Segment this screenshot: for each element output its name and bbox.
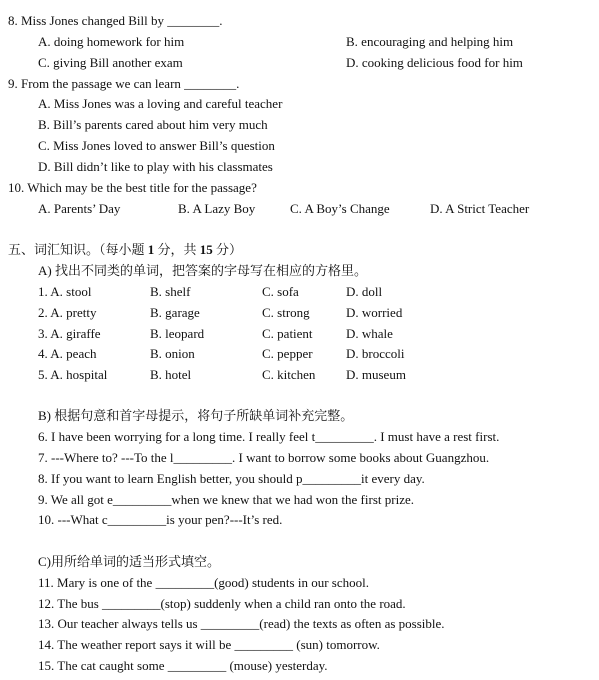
question-9-option-b: B. Bill’s parents cared about him very much [38, 117, 268, 132]
part-c-item-14: 14. The weather report says it will be _________ (sun) tomorrow. [38, 637, 380, 652]
part-a-row-1-option-b: B. shelf [150, 284, 191, 299]
section-5-title-pre: 五、词汇知识。（每小题 [8, 242, 148, 257]
section-5-points-total: 15 [199, 242, 213, 257]
part-c-item-13: 13. Our teacher always tells us _________(read) the texts as often as possible. [38, 616, 445, 631]
part-c-item-11: 11. Mary is one of the _________(good) students in our school. [38, 575, 369, 590]
part-a-row-3-option-d: D. whale [346, 326, 393, 341]
part-a-row-2-option-a: 2. A. pretty [38, 305, 97, 320]
part-a-row-4-option-c: C. pepper [262, 346, 313, 361]
part-a-row-3-option-c: C. patient [262, 326, 313, 341]
question-8-option-b: B. encouraging and helping him [346, 34, 514, 49]
question-10-option-b: B. A Lazy Boy [178, 201, 256, 216]
part-c-item-15: 15. The cat caught some _________ (mouse) yesterday. [38, 658, 328, 673]
part-c-instruction: C)用所给单词的适当形式填空。 [38, 554, 221, 569]
part-a-row-4-option-b: B. onion [150, 346, 195, 361]
question-8-option-d: D. cooking delicious food for him [346, 55, 523, 70]
question-9-option-d: D. Bill didn’t like to play with his classmates [38, 159, 273, 174]
part-b-item-9: 9. We all got e_________when we knew that we had won the first prize. [38, 492, 414, 507]
part-a-row-3-option-a: 3. A. giraffe [38, 326, 101, 341]
question-9-option-c: C. Miss Jones loved to answer Bill’s question [38, 138, 275, 153]
part-a-row-2-option-b: B. garage [150, 305, 200, 320]
part-a-row-4-option-a: 4. A. peach [38, 346, 97, 361]
part-a-instruction: A) 找出不同类的单词，把答案的字母写在相应的方格里。 [38, 263, 367, 278]
question-8-stem: 8. Miss Jones changed Bill by ________. [8, 13, 223, 28]
part-a-row-5-option-c: C. kitchen [262, 367, 316, 382]
section-5-title-mid: 分，共 [154, 242, 200, 257]
part-a-row-1-option-a: 1. A. stool [38, 284, 92, 299]
question-9-stem: 9. From the passage we can learn ________. [8, 76, 240, 91]
section-5-title [8, 242, 242, 258]
part-b-item-10: 10. ---What c_________is your pen?---It’s red. [38, 512, 283, 527]
section-5-points-each: 1 [147, 242, 155, 257]
part-b-item-6: 6. I have been worrying for a long time. I really feel t_________. I must have a rest first. [38, 429, 500, 444]
question-9-option-a: A. Miss Jones was a loving and careful teacher [38, 96, 283, 111]
part-a-row-4-option-d: D. broccoli [346, 346, 405, 361]
question-8-option-c: C. giving Bill another exam [38, 55, 183, 70]
part-a-row-2-option-c: C. strong [262, 305, 310, 320]
part-a-row-5-option-b: B. hotel [150, 367, 192, 382]
part-a-row-5-option-a: 5. A. hospital [38, 367, 108, 382]
part-a-row-1-option-c: C. sofa [262, 284, 299, 299]
part-a-row-5-option-d: D. museum [346, 367, 406, 382]
section-5-title-post: 分） [212, 242, 243, 257]
question-10-option-a: A. Parents’ Day [38, 201, 121, 216]
question-8-option-a: A. doing homework for him [38, 34, 185, 49]
question-10-option-c: C. A Boy’s Change [290, 201, 390, 216]
part-c-item-12: 12. The bus _________(stop) suddenly when a child ran onto the road. [38, 596, 406, 611]
part-a-row-3-option-b: B. leopard [150, 326, 205, 341]
part-a-row-1-option-d: D. doll [346, 284, 383, 299]
part-b-instruction: B) 根据句意和首字母提示，将句子所缺单词补充完整。 [38, 408, 354, 423]
part-b-item-8: 8. If you want to learn English better, you should p_________it every day. [38, 471, 425, 486]
question-10-stem: 10. Which may be the best title for the passage? [8, 180, 257, 195]
part-b-item-7: 7. ---Where to? ---To the l_________. I want to borrow some books about Guangzhou. [38, 450, 490, 465]
part-a-row-2-option-d: D. worried [346, 305, 403, 320]
question-10-option-d: D. A Strict Teacher [430, 201, 530, 216]
